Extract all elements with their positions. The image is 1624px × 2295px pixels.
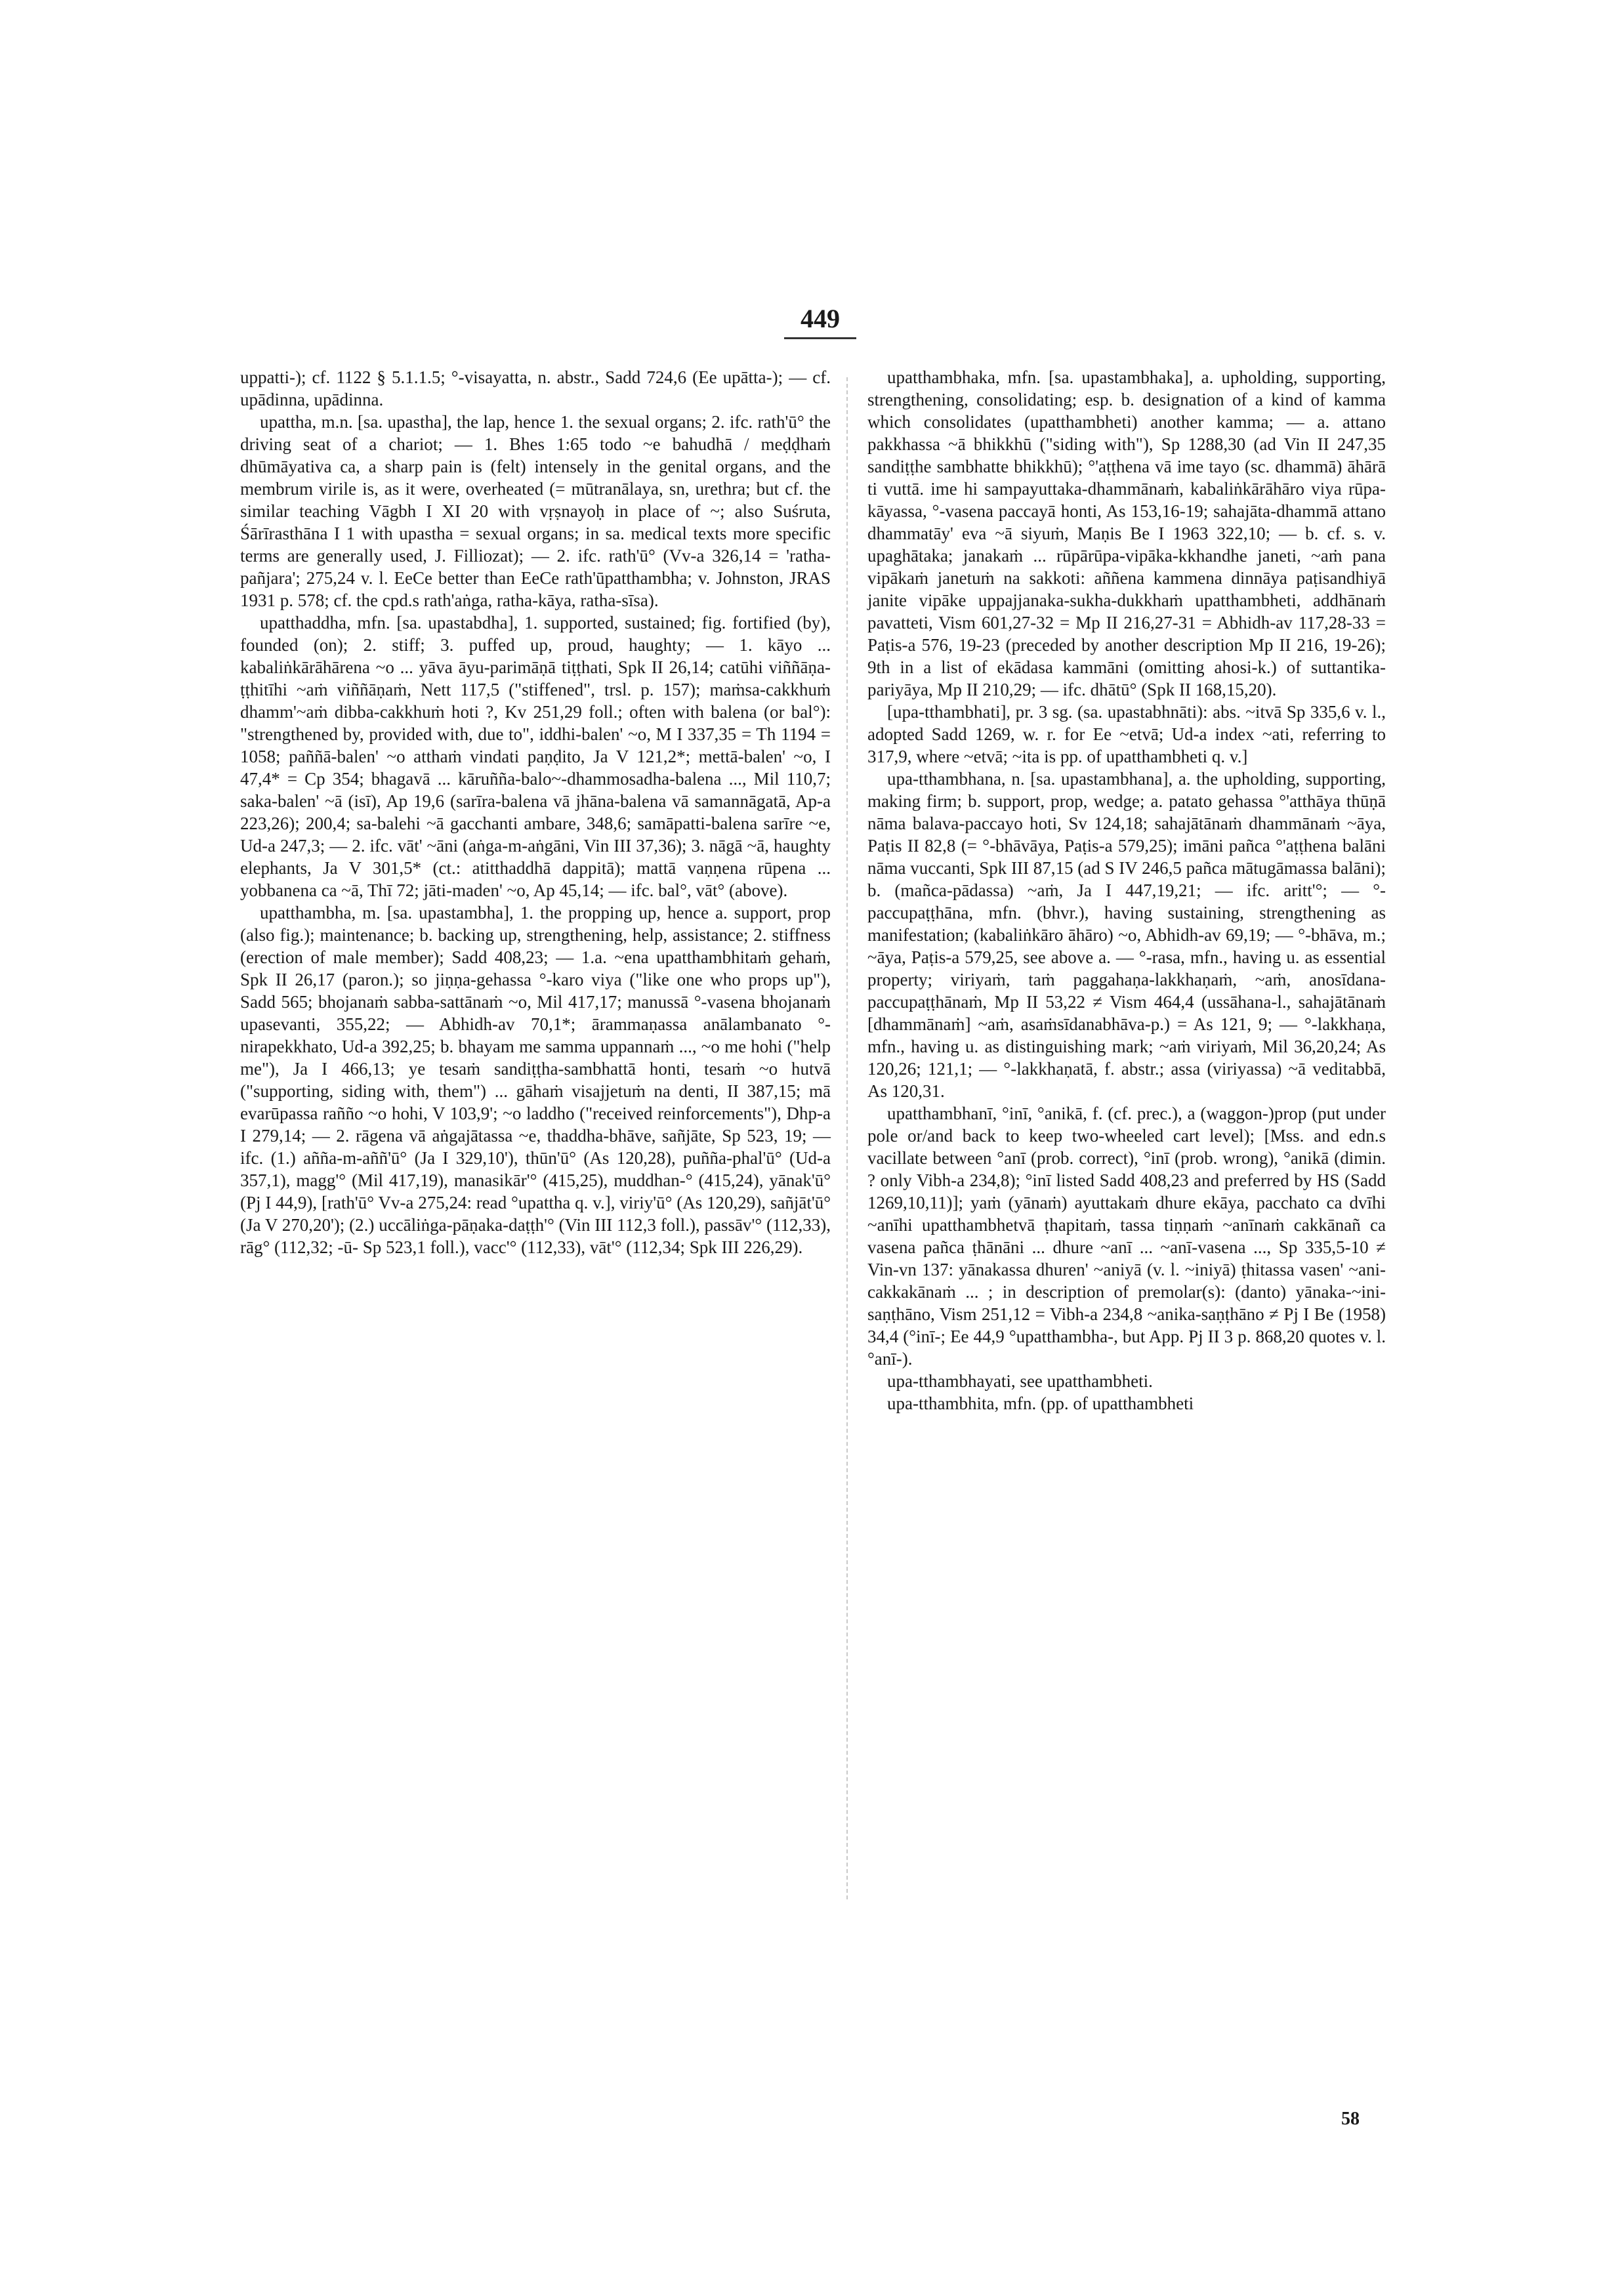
- page-number: 449: [801, 304, 840, 333]
- entry-upa-tthambhati: [upa-tthambhati], pr. 3 sg. (sa. upastabhnāti): abs. ~itvā Sp 335,6 v. l., adopted Sadd 1269, w. r. for Ee ~etvā; Ud-a index ~ati, referring to 317,9, where ~etvā; ~ita is pp. of upatthambheti q. v.]: [867, 702, 1386, 766]
- entry-upatthambha: upatthambha, m. [sa. upastambha], 1. the propping up, hence a. support, prop (also fig.); maintenance; b. backing up, strengthening, help, assistance; 2. stiffness (erection of male member); Sadd 408,23; — 1.a. ~ena upatthambhitaṁ gehaṁ, Spk II 26,17 (paron.); so jiṇṇa-gehassa °-karo viya ("like one who props up"), Sadd 565; bhojanaṁ sabba-sattānaṁ ~o, Mil 417,17; manussā °-vasena bhojanaṁ upasevanti, 355,22; — Abhidh-av 70,1*; ārammaṇassa anālambanato °-nirapekkhato, Ud-a 392,25; b. bhayam me samma uppannaṁ ..., ~o me hohi ("help me"), Ja I 466,13; ye tesaṁ sandiṭṭha-sambhattā honti, tesaṁ ~o hutvā ("supporting, siding with, them") ... gāhaṁ visajjetuṁ na denti, II 387,15; mā evarūpassa rañño ~o hohi, V 103,9'; ~o laddho ("received reinforcements"), Dhp-a I 279,14; — 2. rāgena vā aṅgajātassa ~e, thaddha-bhāve, sañjāte, Sp 523, 19; — ifc. (1.) añña-m-aññ'ū° (Ja I 329,10'), thūn'ū° (As 120,28), puñña-phal'ū° (Ud-a 357,1), magg'° (Mil 417,19), manasikār'° (415,25), muddhan-° (415,24), yānak'ū° (Pj I 44,9), [rath'ū° Vv-a 275,24: read °upattha q. v.], viriy'ū° (As 120,29), sañjāt'ū° (Ja V 270,20'); (2.) uccāliṅga-pāṇaka-daṭṭh'° (Vin III 112,3 foll.), passāv'° (112,33), rāg° (112,32; -ū- Sp 523,1 foll.), vacc'° (112,33), vāt'° (112,34; Spk III 226,29).: [240, 903, 831, 1257]
- page-number-rule: [784, 337, 856, 339]
- entry-upattha: upattha, m.n. [sa. upastha], the lap, hence 1. the sexual organs; 2. ifc. rath'ū° the driving seat of a chariot; — 1. Bhes 1:65 todo ~e bahudhā / meḍḍhaṁ dhūmāyativa ca, a sharp pain is (felt) intensely in the genital organs, and the membrum virile is, as it were, overheated (= mūtranālaya, sn, urethra; but cf. the similar teaching Vāgbh I XI 20 with vṛṣnayoḥ in place of ~; also Suśruta, Śārīrasthāna I 1 with upastha = sexual organs; in sa. medical texts more specific terms are generally used, J. Filliozat); — 2. ifc. rath'ū° (Vv-a 326,14 = 'ratha-pañjara'; 275,24 v. l. EeCe better than EeCe rath'ūpatthambha; v. Johnston, JRAS 1931 p. 578; cf. the cpd.s rath'aṅga, ratha-kāya, ratha-sīsa).: [240, 412, 831, 610]
- entry-upatthambhani: upatthambhanī, °inī, °anikā, f. (cf. prec.), a (waggon-)prop (put under pole or/and back to keep two-wheeled cart level); [Mss. and edn.s vacillate between °anī (prob. correct), °inī (prob. wrong), °anikā (dimin. ? only Vibh-a 234,8); °inī listed Sadd 408,23 and preferred by HS (Sadd 1269,10,11)]; yaṁ (yānaṁ) ayuttakaṁ dhure ekāya, pacchato ca dvīhi ~anīhi upatthambhetvā ṭhapitaṁ, tassa tiṇṇaṁ ~anīnaṁ cakkānañ ca vasena pañca ṭhānāni ... dhure ~anī ... ~anī-vasena ..., Sp 335,5-10 ≠ Vin-vn 137: yānakassa dhuren' ~aniyā (v. l. ~iniyā) ṭhitassa vasen' ~ani-cakkakānaṁ ... ; in description of premolar(s): (danto) yānaka-~ini-saṇṭhāno, Vism 251,12 = Vibh-a 234,8 ~anika-saṇṭhāno ≠ Pj I Be (1958) 34,4 (°inī-; Ee 44,9 °upatthambha-, but App. Pj II 3 p. 868,20 quotes v. l. °anī-).: [867, 1104, 1386, 1369]
- footer-number: 58: [1341, 2109, 1360, 2129]
- column-divider: [846, 377, 849, 1899]
- right-column: [867, 366, 1386, 1415]
- left-column: [240, 366, 831, 1258]
- entry-upa-tthambhana: upa-tthambhana, n. [sa. upastambhana], a. the upholding, supporting, making firm; b. support, prop, wedge; a. patato gehassa °'atthāya thūṇā nāma balava-paccayo hoti, Sv 124,18; sahajātānaṁ dhammānaṁ ~āya, Paṭis II 82,8 (= °-bhāvāya, Paṭis-a 579,25); imāni pañca °'aṭṭhena balāni nāma vuccanti, Spk III 87,15 (ad S IV 246,5 pañca mātugāmassa balāni); b. (mañca-pādassa) ~aṁ, Ja I 447,19,21; — ifc. aritt'°; — °-paccupaṭṭhāna, mfn. (bhvr.), having sustaining, strengthening as manifestation; (kabaliṅkāro āhāro) ~o, Abhidh-av 69,19; — °-bhāva, m.; ~āya, Paṭis-a 579,25, see above a. — °-rasa, mfn., having u. as essential property; viriyaṁ, taṁ paggahaṇa-lakkhaṇaṁ, ~aṁ, anosīdana-paccupaṭṭhānaṁ, Mp II 53,22 ≠ Vism 464,4 (ussāhana-l., sahajātānaṁ [dhammānaṁ] ~aṁ, asaṁsīdanabhāva-p.) = As 121, 9; — °-lakkhaṇa, mfn., having u. as distinguishing mark; ~aṁ viriyaṁ, Mil 36,20,24; As 120,26; 121,1; — °-lakkhaṇatā, f. abstr.; assa (viriyassa) ~ā veditabbā, As 120,31.: [867, 769, 1386, 1101]
- entry-upa-tthambhayati: upa-tthambhayati, see upatthambheti.: [887, 1371, 1153, 1391]
- entry-uppatti-continued: uppatti-); cf. 1122 § 5.1.1.5; °-visayatta, n. abstr., Sadd 724,6 (Ee upātta-); — cf. upādinna, upādinna.: [240, 367, 831, 409]
- entry-upatthaddha: upatthaddha, mfn. [sa. upastabdha], 1. supported, sustained; fig. fortified (by), founded (on); 2. stiff; 3. puffed up, proud, haughty; — 1. kāyo ... kabaliṅkārāhārena ~o ... yāva āyu-parimāṇā tiṭṭhati, Spk II 26,14; catūhi viññāṇa-ṭṭhitīhi ~aṁ viññāṇaṁ, Nett 117,5 ("stiffened", trsl. p. 157); maṁsa-cakkhuṁ dhamm'~aṁ dibba-cakkhuṁ hoti ?, Kv 251,29 foll.; often with balena (or bal°): "strengthened by, provided with, due to", iddhi-balen' ~o, M I 337,35 = Th 1194 = 1058; paññā-balen' ~o atthaṁ vindati paṇḍito, Ja V 121,2*; mettā-balen' ~o, I 47,4* = Cp 354; bhagavā ... kāruñña-balo~-dhammosadha-balena ..., Mil 110,7; saka-balen' ~ā (isī), Ap 19,6 (sarīra-balena vā jhāna-balena vā samannāgatā, Ap-a 223,26); 200,4; sa-balehi ~ā gacchanti ambare, 348,6; samāpatti-balena sarīre ~e, Ud-a 247,3; — 2. ifc. vāt' ~āni (aṅga-m-aṅgāni, Vin III 37,36); 3. nāgā ~ā, haughty elephants, Ja V 301,5* (ct.: atitthaddhā dappitā); mattā vaṇṇena rūpena ... yobbanena ca ~ā, Thī 72; jāti-maden' ~o, Ap 45,14; — ifc. bal°, vāt° (above).: [240, 613, 831, 900]
- entry-upa-tthambhita: upa-tthambhita, mfn. (pp. of upatthambheti: [887, 1394, 1194, 1413]
- entry-upatthambhaka: upatthambhaka, mfn. [sa. upastambhaka], a. upholding, supporting, strengthening, consolidating; esp. b. designation of a kind of kamma which consolidates (upatthambheti) another kamma; — a. attano pakkhassa ~ā bhikkhū ("siding with"), Sp 1288,30 (ad Vin II 247,35 sandiṭṭhe sambhatte bhikkhū); °'aṭṭhena vā ime tayo (sc. dhammā) āhārā ti vuttā. ime hi sampayuttaka-dhammānaṁ, kabaliṅkārāhāro viya rūpa-kāyassa, °-vasena paccayā honti, As 153,16-19; sahajāta-dhammā attano dhammatāy' eva ~ā siyuṁ, Maṇis Be I 1963 322,10; — b. cf. s. v. upaghātaka; janakaṁ ... rūpārūpa-vipāka-kkhandhe janeti, ~aṁ pana vipākaṁ janetuṁ na sakkoti: aññena kammena dinnāya paṭisandhiyā janite vipāke uppajjanaka-sukha-dukkhaṁ upatthambheti, addhānaṁ pavatteti, Vism 601,27-32 = Mp II 216,27-31 = Abhidh-av 117,28-33 = Paṭis-a 576, 19-23 (preceded by another description Mp II 216, 19-26); 9th in a list of ekādasa kammāni (omitting ahosi-k.) of suttantika-pariyāya, Mp II 210,29; — ifc. dhātū° (Spk II 168,15,20).: [867, 367, 1386, 699]
